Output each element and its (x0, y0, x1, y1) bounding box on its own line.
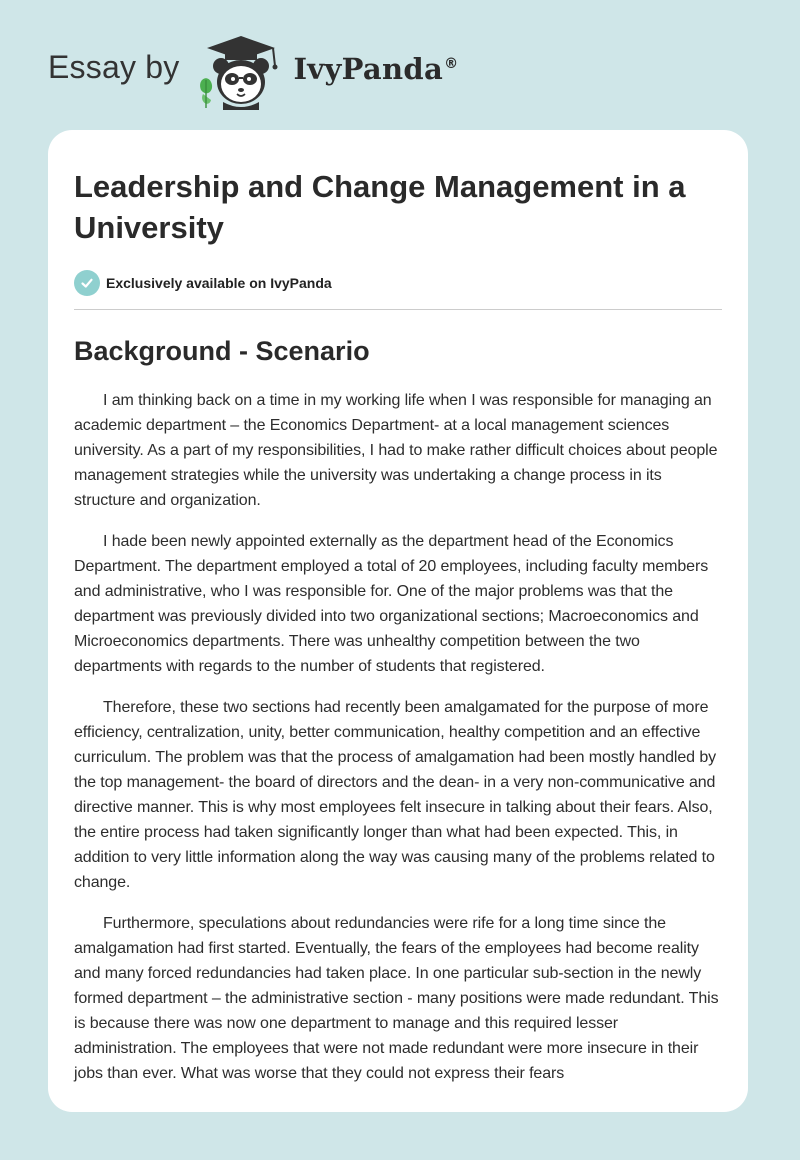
panda-logo-icon[interactable] (193, 32, 289, 112)
exclusive-label: Exclusively available on IvyPanda (106, 275, 332, 291)
brand-prefix: Essay by (48, 48, 180, 85)
paragraph: I hade been newly appointed externally as the department head of the Economics Department. The department employed a total of 20 employees, including faculty members and administrative, who I was responsible for. One of the major problems was that the department was previously divided into two organizational sections; Macroeconomics and Microeconomics departments. There was unhealthy competition between the two departments with regards to the number of students that registered. (74, 533, 709, 675)
section-heading: Background - Scenario (74, 336, 370, 366)
brand-header (48, 32, 458, 112)
page-title: Leadership and Change Management in a University (74, 169, 686, 245)
divider (74, 309, 722, 310)
paragraph: Therefore, these two sections had recently been amalgamated for the purpose of more efficiency, centralization, unity, better communication, healthy competition and an effective curriculum. The problem was that the process of amalgamation had been mostly handled by the top management- the board of directors and the dean- in a very non-communicative and directive manner. This is why most employees felt insecure in talking about their fears. Also, the entire process had taken significantly longer than what had been expected. This, in addition to very little information along the way was causing many of the problems related to change. (74, 699, 717, 891)
paragraph: I am thinking back on a time in my working life when I was responsible for managing an academic department – the Economics Department- at a local management sciences university. As a part of my responsibilities, I had to make rather difficult choices about people management strategies while the university was undertaking a change process in its structure and organization. (74, 392, 718, 509)
brand-name: IvyPanda® (293, 52, 459, 86)
essay-card (48, 130, 748, 1112)
check-icon (74, 270, 100, 296)
paragraph: Furthermore, speculations about redundancies were rife for a long time since the amalgamation had first started. Eventually, the fears of the employees had become reality and many forced redundancies had taken place. In one particular sub-section in the newly formed department – the administrative section - many positions were made redundant. This is because there was now one department to manage and this required lesser administration. The employees that were not made redundant were more insecure in their jobs than ever. What was worse that they could not express their fears (74, 915, 719, 1082)
exclusive-badge (74, 270, 722, 296)
